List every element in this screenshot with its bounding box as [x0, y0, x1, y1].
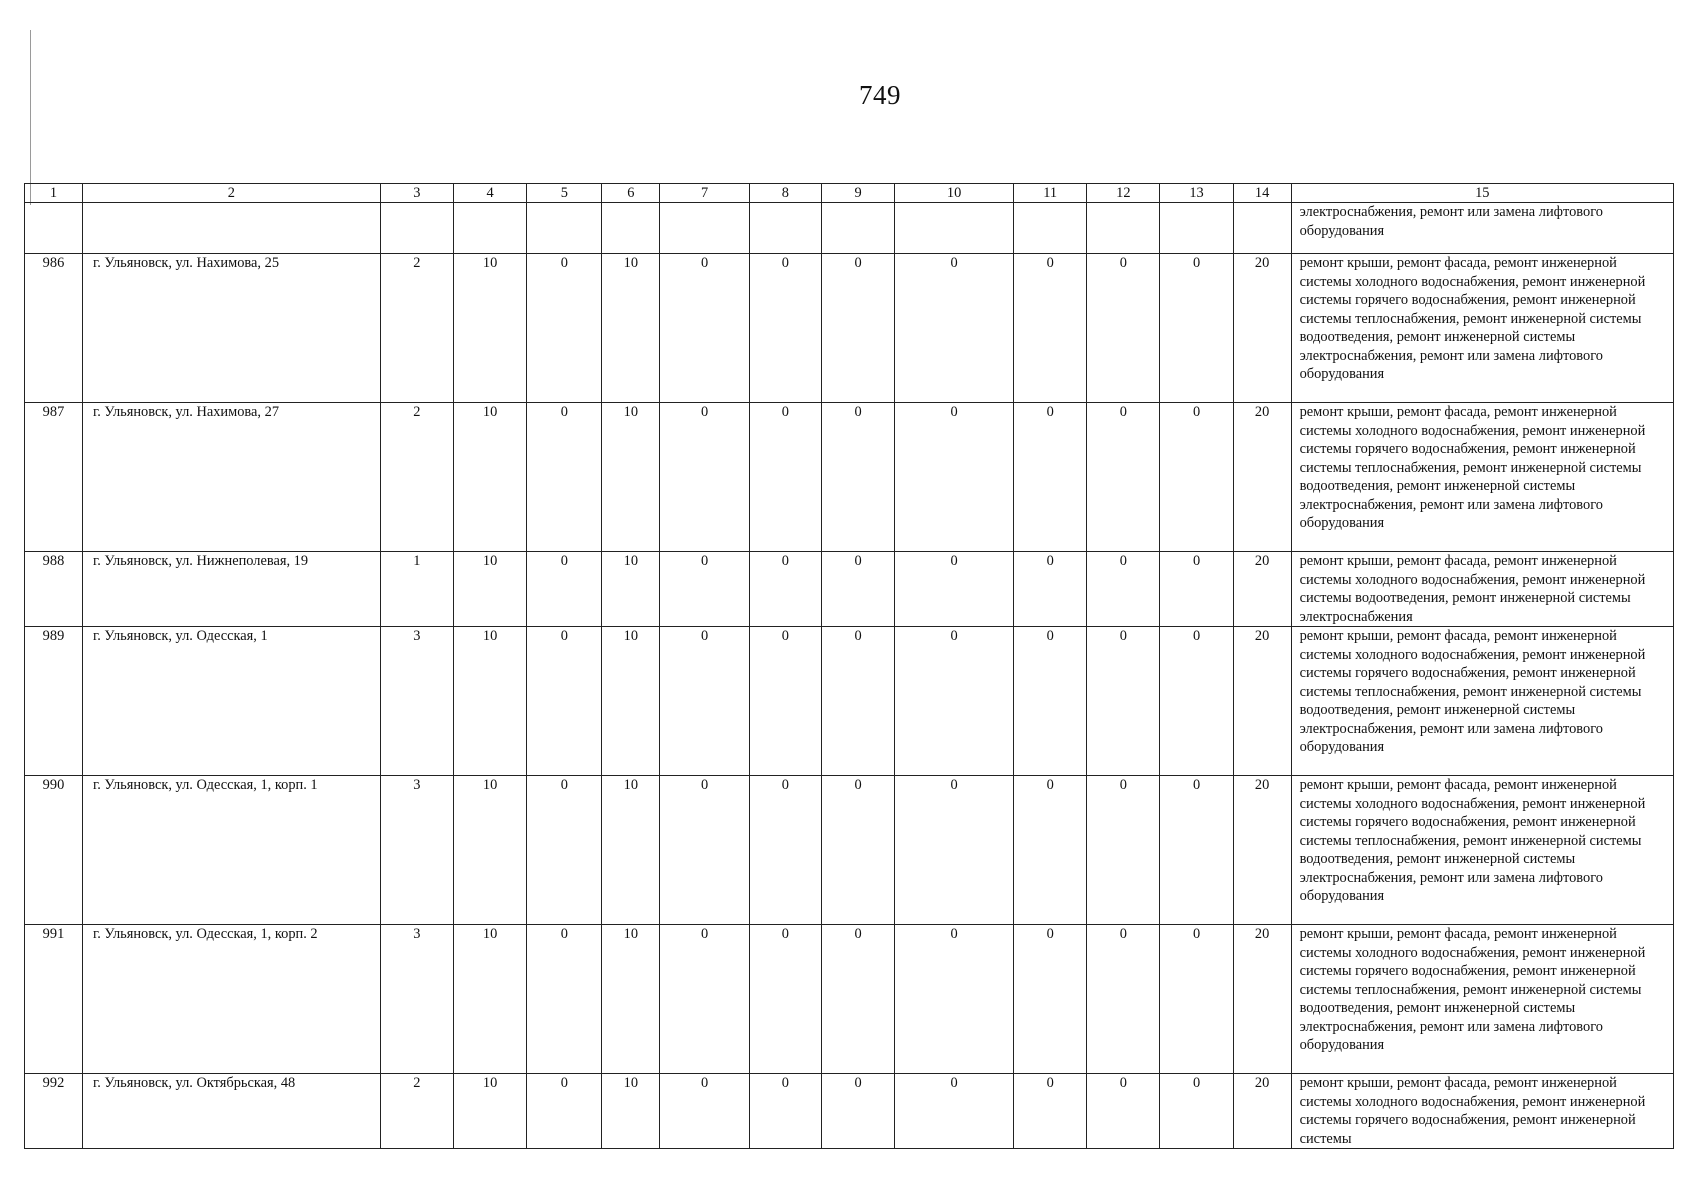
value-cell: 10 [454, 925, 527, 1074]
value-cell: 0 [821, 627, 894, 776]
empty-cell [1160, 203, 1233, 254]
value-cell: 0 [895, 627, 1014, 776]
value-cell: 0 [527, 776, 602, 925]
repair-works-cell: ремонт крыши, ремонт фасада, ремонт инженерной системы холодного водоснабжения, ремонт инженерной системы водоотведения, ремонт инженерной системы электроснабжения [1291, 552, 1673, 627]
repair-works-cell: ремонт крыши, ремонт фасада, ремонт инженерной системы холодного водоснабжения, ремонт инженерной системы горячего водоснабжения, ремонт инженерной системы теплоснабжения, ремонт инженерной системы водоотведения, ремонт инженерной системы электроснабжения, ремонт или замена лифтового оборудования [1291, 254, 1673, 403]
row-number: 990 [25, 776, 83, 925]
repair-works-cell: ремонт крыши, ремонт фасада, ремонт инженерной системы холодного водоснабжения, ремонт инженерной системы горячего водоснабжения, ремонт инженерной системы теплоснабжения, ремонт инженерной системы водоотведения, ремонт инженерной системы электроснабжения, ремонт или замена лифтового оборудования [1291, 403, 1673, 552]
value-cell: 0 [1014, 552, 1087, 627]
value-cell: 0 [821, 925, 894, 1074]
column-number: 4 [454, 184, 527, 203]
value-cell: 0 [660, 254, 749, 403]
column-number: 7 [660, 184, 749, 203]
value-cell: 0 [527, 552, 602, 627]
repair-works-cell: ремонт крыши, ремонт фасада, ремонт инженерной системы холодного водоснабжения, ремонт инженерной системы горячего водоснабжения, ремонт инженерной системы [1291, 1074, 1673, 1149]
column-number: 9 [821, 184, 894, 203]
value-cell: 0 [749, 254, 821, 403]
value-cell: 20 [1233, 403, 1291, 552]
address-cell: г. Ульяновск, ул. Одесская, 1 [82, 627, 380, 776]
value-cell: 0 [1160, 627, 1233, 776]
value-cell: 0 [1087, 627, 1160, 776]
empty-cell [821, 203, 894, 254]
table-row [25, 403, 1674, 552]
value-cell: 0 [1160, 1074, 1233, 1149]
column-number: 11 [1014, 184, 1087, 203]
address-cell: г. Ульяновск, ул. Одесская, 1, корп. 1 [82, 776, 380, 925]
address-cell: г. Ульяновск, ул. Нижнеполевая, 19 [82, 552, 380, 627]
column-number: 12 [1087, 184, 1160, 203]
value-cell: 0 [1087, 776, 1160, 925]
value-cell: 20 [1233, 552, 1291, 627]
value-cell: 0 [1160, 552, 1233, 627]
table-row [25, 254, 1674, 403]
value-cell: 0 [821, 552, 894, 627]
value-cell: 0 [660, 627, 749, 776]
value-cell: 0 [660, 776, 749, 925]
value-cell: 0 [821, 403, 894, 552]
value-cell: 2 [380, 254, 453, 403]
value-cell: 0 [749, 552, 821, 627]
row-number: 989 [25, 627, 83, 776]
value-cell: 0 [660, 403, 749, 552]
column-number: 3 [380, 184, 453, 203]
value-cell: 0 [1160, 254, 1233, 403]
value-cell: 0 [895, 403, 1014, 552]
value-cell: 0 [1014, 1074, 1087, 1149]
value-cell: 0 [1014, 403, 1087, 552]
empty-cell [82, 203, 380, 254]
value-cell: 20 [1233, 776, 1291, 925]
column-number: 14 [1233, 184, 1291, 203]
row-number: 992 [25, 1074, 83, 1149]
column-number: 10 [895, 184, 1014, 203]
table-row [25, 552, 1674, 627]
value-cell: 3 [380, 627, 453, 776]
value-cell: 0 [895, 1074, 1014, 1149]
value-cell: 20 [1233, 254, 1291, 403]
value-cell: 0 [821, 1074, 894, 1149]
value-cell: 3 [380, 776, 453, 925]
margin-rule [30, 30, 31, 205]
value-cell: 10 [602, 776, 660, 925]
row-number: 987 [25, 403, 83, 552]
value-cell: 0 [1014, 254, 1087, 403]
value-cell: 20 [1233, 925, 1291, 1074]
table-row [25, 1074, 1674, 1149]
value-cell: 0 [1087, 925, 1160, 1074]
table-row [25, 776, 1674, 925]
row-number: 988 [25, 552, 83, 627]
value-cell: 1 [380, 552, 453, 627]
value-cell: 0 [1160, 403, 1233, 552]
empty-cell [1233, 203, 1291, 254]
value-cell: 10 [602, 925, 660, 1074]
value-cell: 0 [527, 627, 602, 776]
value-cell: 0 [749, 776, 821, 925]
value-cell: 0 [1014, 776, 1087, 925]
empty-cell [380, 203, 453, 254]
address-cell: г. Ульяновск, ул. Октябрьская, 48 [82, 1074, 380, 1149]
column-number: 5 [527, 184, 602, 203]
empty-cell [895, 203, 1014, 254]
column-number: 15 [1291, 184, 1673, 203]
value-cell: 10 [602, 627, 660, 776]
value-cell: 0 [660, 1074, 749, 1149]
empty-cell [1087, 203, 1160, 254]
value-cell: 0 [1014, 925, 1087, 1074]
repair-works-cell: ремонт крыши, ремонт фасада, ремонт инженерной системы холодного водоснабжения, ремонт инженерной системы горячего водоснабжения, ремонт инженерной системы теплоснабжения, ремонт инженерной системы водоотведения, ремонт инженерной системы электроснабжения, ремонт или замена лифтового оборудования [1291, 925, 1673, 1074]
column-number: 13 [1160, 184, 1233, 203]
page-number: 749 [859, 80, 901, 110]
table-row [25, 925, 1674, 1074]
value-cell: 0 [895, 552, 1014, 627]
value-cell: 0 [1160, 925, 1233, 1074]
value-cell: 0 [749, 627, 821, 776]
value-cell: 10 [602, 1074, 660, 1149]
column-number: 6 [602, 184, 660, 203]
value-cell: 0 [527, 1074, 602, 1149]
column-number: 8 [749, 184, 821, 203]
value-cell: 0 [527, 925, 602, 1074]
value-cell: 0 [527, 403, 602, 552]
value-cell: 0 [895, 254, 1014, 403]
value-cell: 2 [380, 403, 453, 552]
value-cell: 0 [895, 925, 1014, 1074]
empty-cell [527, 203, 602, 254]
value-cell: 0 [1087, 552, 1160, 627]
row-number: 991 [25, 925, 83, 1074]
repair-program-table [24, 183, 1674, 1149]
value-cell: 0 [749, 403, 821, 552]
value-cell: 10 [602, 403, 660, 552]
value-cell: 0 [1014, 627, 1087, 776]
value-cell: 20 [1233, 1074, 1291, 1149]
value-cell: 10 [454, 254, 527, 403]
value-cell: 0 [749, 925, 821, 1074]
repair-works-cell: ремонт крыши, ремонт фасада, ремонт инженерной системы холодного водоснабжения, ремонт инженерной системы горячего водоснабжения, ремонт инженерной системы теплоснабжения, ремонт инженерной системы водоотведения, ремонт инженерной системы электроснабжения, ремонт или замена лифтового оборудования [1291, 627, 1673, 776]
repair-works-cell: электроснабжения, ремонт или замена лифтового оборудования [1291, 203, 1673, 254]
value-cell: 0 [821, 776, 894, 925]
address-cell: г. Ульяновск, ул. Нахимова, 27 [82, 403, 380, 552]
value-cell: 0 [1087, 1074, 1160, 1149]
empty-cell [1014, 203, 1087, 254]
value-cell: 10 [454, 776, 527, 925]
empty-cell [602, 203, 660, 254]
empty-cell [660, 203, 749, 254]
value-cell: 0 [660, 925, 749, 1074]
value-cell: 2 [380, 1074, 453, 1149]
repair-works-cell: ремонт крыши, ремонт фасада, ремонт инженерной системы холодного водоснабжения, ремонт инженерной системы горячего водоснабжения, ремонт инженерной системы теплоснабжения, ремонт инженерной системы водоотведения, ремонт инженерной системы электроснабжения, ремонт или замена лифтового оборудования [1291, 776, 1673, 925]
row-number: 986 [25, 254, 83, 403]
value-cell: 0 [895, 776, 1014, 925]
column-number: 1 [25, 184, 83, 203]
continuation-row [25, 203, 1674, 254]
value-cell: 0 [1087, 254, 1160, 403]
value-cell: 0 [1160, 776, 1233, 925]
value-cell: 10 [454, 627, 527, 776]
value-cell: 10 [454, 1074, 527, 1149]
column-number-row [25, 184, 1674, 203]
empty-cell [749, 203, 821, 254]
value-cell: 10 [454, 552, 527, 627]
empty-cell [25, 203, 83, 254]
value-cell: 10 [602, 552, 660, 627]
address-cell: г. Ульяновск, ул. Нахимова, 25 [82, 254, 380, 403]
value-cell: 0 [749, 1074, 821, 1149]
column-number: 2 [82, 184, 380, 203]
value-cell: 0 [660, 552, 749, 627]
empty-cell [454, 203, 527, 254]
value-cell: 10 [454, 403, 527, 552]
value-cell: 10 [602, 254, 660, 403]
value-cell: 20 [1233, 627, 1291, 776]
table-row [25, 627, 1674, 776]
value-cell: 0 [527, 254, 602, 403]
value-cell: 3 [380, 925, 453, 1074]
address-cell: г. Ульяновск, ул. Одесская, 1, корп. 2 [82, 925, 380, 1074]
value-cell: 0 [821, 254, 894, 403]
value-cell: 0 [1087, 403, 1160, 552]
